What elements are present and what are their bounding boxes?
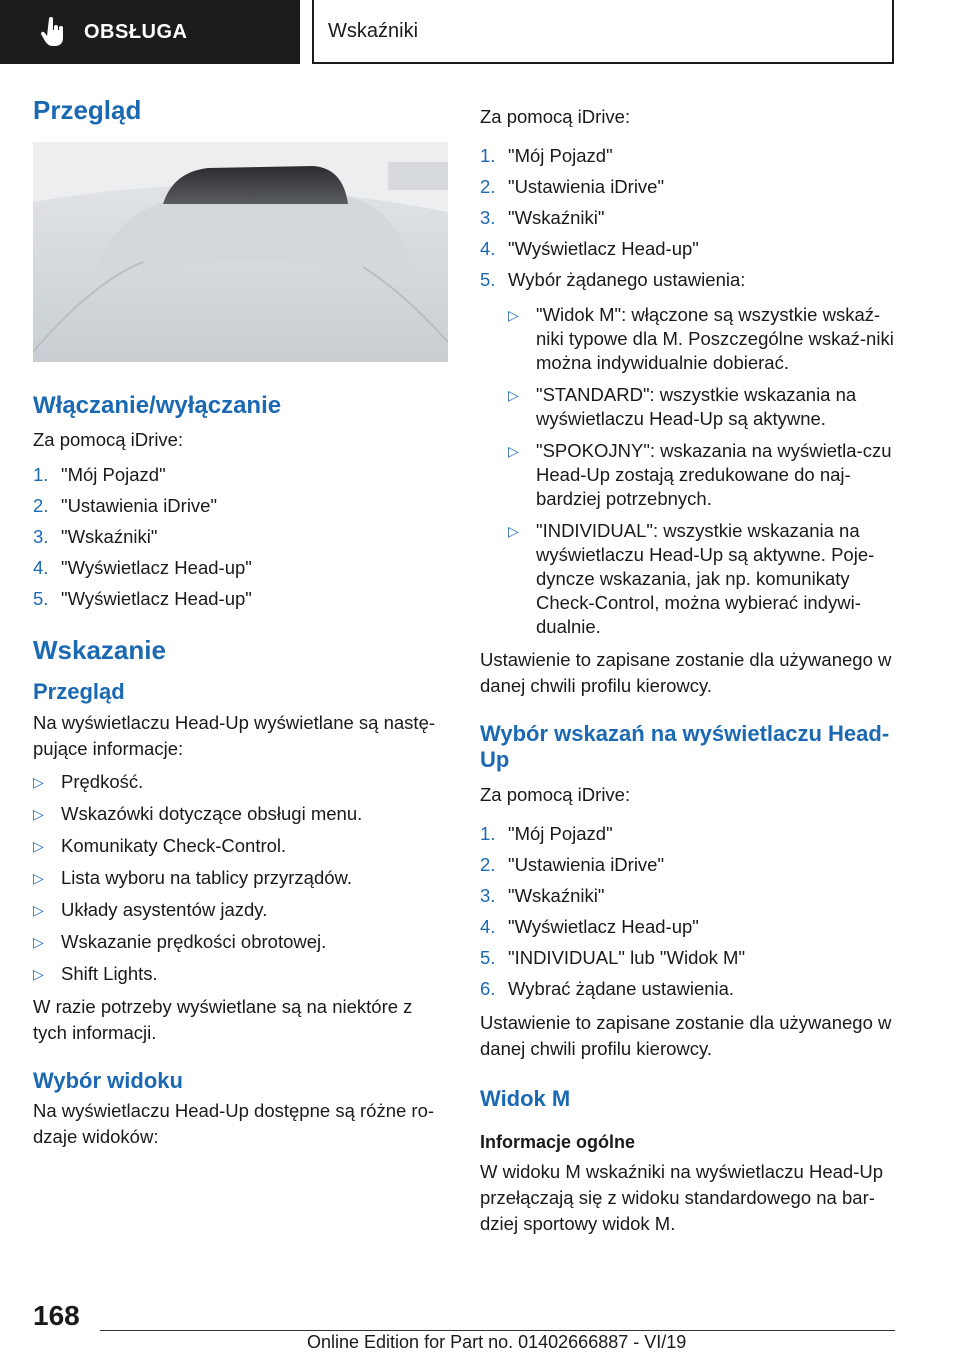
left-column [33,94,448,1150]
select-heading: Wybór wskazań na wyświetlaczu Head-Up [480,721,890,773]
triangle-bullet-icon: ▷ [508,387,519,403]
list-item: 3. "Wskaźniki" [480,207,605,228]
list-item: ▷ Układy asystentów jazdy. [33,898,268,920]
triangle-bullet-icon: ▷ [33,965,44,982]
m-view-section [480,1086,900,1238]
triangle-bullet-icon: ▷ [33,837,44,854]
list-item: ▷ Komunikaty Check-Control. [33,834,287,856]
on-off-steps [33,459,448,614]
display-sub-heading: Przegląd [33,679,125,705]
list-item: ▷ "INDIVIDUAL": wszystkie wskazania na wyświetlaczu Head-Up są aktywne. Poje-dyncze wskazania, jak np. komunikaty Check-Control, można wybierać indywi-dualnie. [508,520,875,637]
list-item: 1. "Mój Pojazd" [480,145,613,166]
display-heading: Wskazanie [33,634,166,665]
triangle-bullet-icon: ▷ [33,805,44,822]
view-section [33,1068,448,1150]
saved-note: Ustawienie to zapisane zostanie dla używanego w danej chwili profilu kierowcy. [480,649,892,696]
on-off-intro: Za pomocą iDrive: [33,428,184,450]
triangle-bullet-icon: ▷ [508,523,519,539]
list-item: 5. "INDIVIDUAL" lub "Widok M" [480,946,746,968]
triangle-bullet-icon: ▷ [33,933,44,950]
right-column [480,104,900,1237]
list-item: ▷ Lista wyboru na tablicy przyrządów. [33,866,352,888]
list-item: 3. "Wskaźniki" [480,884,605,906]
edition-text: Online Edition for Part no. 01402666887 - VI/19 [307,1332,687,1352]
list-item: 5. Wybór żądanego ustawienia: [480,269,746,290]
list-item: ▷ Wskazanie prędkości obrotowej. [33,930,327,952]
m-view-sub-heading: Informacje ogólne [480,1132,636,1153]
list-item: 1. "Mój Pojazd" [33,463,166,485]
view-text: Na wyświetlaczu Head-Up dostępne są różne ro-dzaje widoków: [33,1100,435,1148]
list-item: 3. "Wskaźniki" [33,525,158,547]
section-tab [0,0,300,64]
list-item: 4. "Wyświetlacz Head-up" [480,915,699,937]
select-intro: Za pomocą iDrive: [480,783,631,805]
on-off-section [33,392,448,614]
m-view-text: W widoku M wskaźniki na wyświetlaczu Head-Up przełączają się z widoku standardowego na bar-dziej sportowy widok M. [480,1161,884,1235]
list-item: 5. "Wyświetlacz Head-up" [33,587,252,609]
page-number: 168 [33,1300,80,1331]
triangle-bullet-icon: ▷ [33,869,44,886]
triangle-bullet-icon: ▷ [33,773,44,790]
view-options [480,303,900,639]
list-item: 2. "Ustawienia iDrive" [480,853,665,875]
right-steps [480,140,900,295]
list-item: 1. "Mój Pojazd" [480,822,613,844]
chapter-title: Wskaźniki [312,0,894,64]
display-intro: Na wyświetlaczu Head-Up wyświetlane są nastę-pujące informacje: [33,711,436,759]
section-label: OBSŁUGA [84,20,188,43]
list-item: ▷ Shift Lights. [33,962,158,984]
list-item: 2. "Ustawienia iDrive" [33,494,218,516]
list-item: 6. Wybrać żądane ustawienia. [480,977,735,999]
select-steps [480,818,900,1004]
display-section [33,634,448,1046]
list-item: ▷ "Widok M": włączone są wszystkie wskaź-niki typowe dla M. Poszczególne wskaź-niki można indywidualnie dobierać. [508,304,894,373]
triangle-bullet-icon: ▷ [508,307,519,323]
list-item: ▷ "SPOKOJNY": wskazania na wyświetla-czu Head-Up zostają zredukowane do naj-bardziej potrzebnych. [508,440,892,509]
view-heading: Wybór widoku [33,1067,183,1093]
select-section [480,721,900,1062]
display-items [33,770,448,986]
footer-divider [100,1330,895,1331]
list-item: ▷ Prędkość. [33,770,144,792]
m-view-heading: Widok M [480,1085,571,1111]
right-intro: Za pomocą iDrive: [480,106,631,127]
triangle-bullet-icon: ▷ [33,901,44,918]
hand-pointer-icon [40,17,66,47]
on-off-heading: Włączanie/wyłączanie [33,391,282,419]
list-item: ▷ "STANDARD": wszystkie wskazania na wyświetlaczu Head-Up są aktywne. [508,384,857,429]
select-saved-note: Ustawienie to zapisane zostanie dla używanego w danej chwili profilu kierowcy. [480,1011,892,1059]
head-up-display-photo [33,142,448,362]
triangle-bullet-icon: ▷ [508,443,519,459]
list-item: 4. "Wyświetlacz Head-up" [33,556,252,578]
page-title: Przegląd [33,95,142,125]
list-item: ▷ Wskazówki dotyczące obsługi menu. [33,802,363,824]
display-outro: W razie potrzeby wyświetlane są na niektóre z tych informacji. [33,995,413,1043]
list-item: 2. "Ustawienia iDrive" [480,176,665,197]
list-item: 4. "Wyświetlacz Head-up" [480,238,699,259]
hud-illustration [33,142,448,362]
